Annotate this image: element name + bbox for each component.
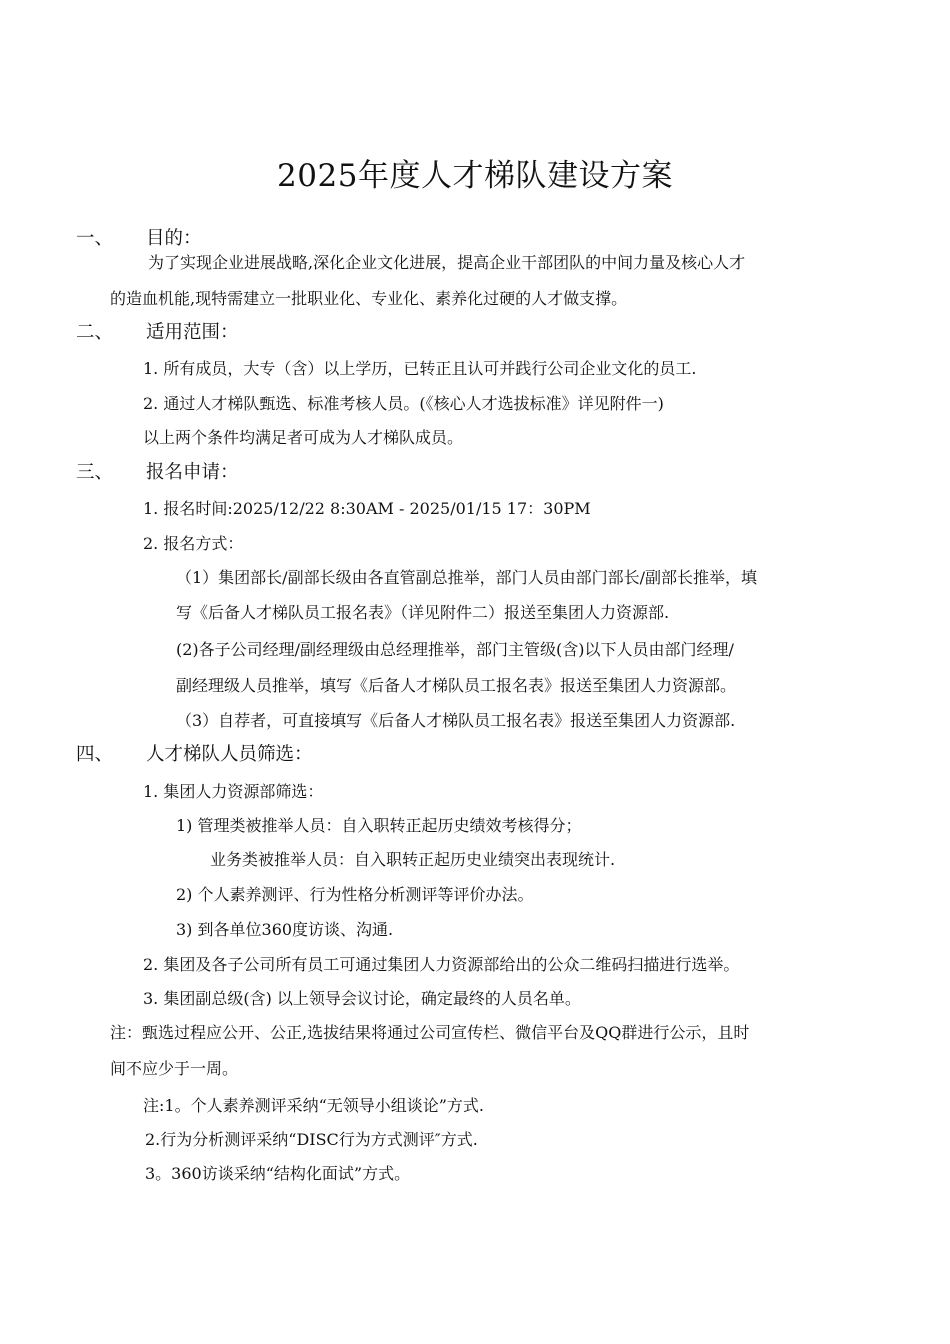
section-4-number: 四、 — [76, 744, 114, 765]
section-3-subitem: （1）集团部长/副部长级由各直管副总推举，部门人员由部门部长/副部长推举，填 — [176, 568, 757, 587]
section-3-subitem: 副经理级人员推举，填写《后备人才梯队员工报名表》报送至集团人力资源部。 — [176, 676, 737, 695]
section-3-subitem: (2)各子公司经理/副经理级由总经理推举，部门主管级(含)以下人员由部门经理/ — [176, 640, 734, 659]
section-1-heading: 目的： — [146, 228, 202, 249]
note-line: 2.行为分析测评采纳“DISC行为方式测评″方式. — [145, 1130, 478, 1149]
section-2-number: 二、 — [76, 322, 114, 343]
section-1-number: 一、 — [76, 228, 114, 249]
section-2-heading: 适用范围： — [146, 322, 239, 343]
section-4-item: 2. 集团及各子公司所有员工可通过集团人力资源部给出的公众二维码扫描进行选举。 — [143, 955, 740, 974]
section-4-subitem: 3) 到各单位360度访谈、沟通. — [176, 920, 394, 939]
section-3-number: 三、 — [76, 462, 114, 483]
document-title: 2025年度人才梯队建设方案 — [277, 158, 673, 194]
note-line: 注：甄选过程应公开、公正,选拔结果将通过公司宣传栏、微信平台及QQ群进行公示，且时 — [110, 1023, 750, 1042]
note-line: 3。360访谈采纳“结构化面试”方式。 — [145, 1164, 411, 1183]
note-line: 注:1。个人素养测评采纳“无领导小组谈论”方式. — [143, 1096, 485, 1115]
note-line: 间不应少于一周。 — [110, 1059, 239, 1078]
section-3-subitem: 写《后备人才梯队员工报名表》（详见附件二）报送至集团人力资源部. — [176, 603, 670, 622]
section-4-heading: 人才梯队人员筛选： — [146, 744, 313, 765]
section-4-subitem: 1) 管理类被推举人员：自入职转正起历史绩效考核得分； — [176, 816, 582, 835]
section-2-summary: 以上两个条件均满足者可成为人才梯队成员。 — [143, 428, 464, 447]
section-2-item: 2. 通过人才梯队甄选、标准考核人员。(《核心人才选拔标准》详见附件一) — [143, 394, 664, 413]
section-3-item: 1. 报名时间:2025/12/22 8:30AM - 2025/01/15 17：30PM — [143, 499, 591, 518]
section-4-subitem: 业务类被推举人员：自入职转正起历史业绩突出表现统计. — [210, 850, 616, 869]
section-3-item: 2. 报名方式： — [143, 534, 244, 553]
section-3-subitem: （3）自荐者，可直接填写《后备人才梯队员工报名表》报送至集团人力资源部. — [176, 711, 736, 730]
section-4-item: 3. 集团副总级(含) 以上领导会议讨论，确定最终的人员名单。 — [143, 989, 581, 1008]
section-4-item: 1. 集团人力资源部筛选： — [143, 782, 324, 801]
section-4-subitem: 2) 个人素养测评、行为性格分析测评等评价办法。 — [176, 885, 534, 904]
section-2-item: 1. 所有成员，大专（含）以上学历，已转正且认可并践行公司企业文化的员工. — [143, 359, 697, 378]
section-1-line: 的造血机能,现特需建立一批职业化、专业化、素养化过硬的人才做支撑。 — [110, 289, 628, 308]
section-3-heading: 报名申请： — [146, 462, 239, 483]
section-1-line: 为了实现企业进展战略,深化企业文化进展，提高企业干部团队的中间力量及核心人才 — [148, 253, 746, 272]
